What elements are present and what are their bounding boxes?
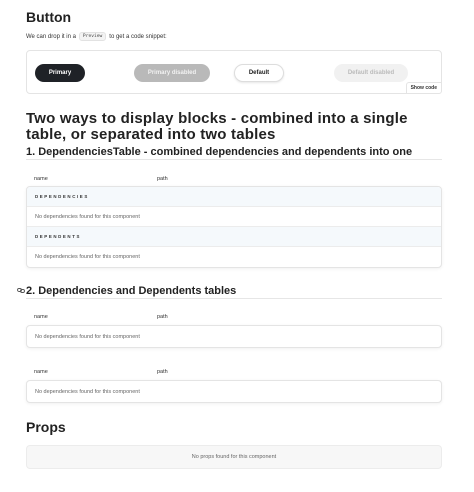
separate-tables-heading: 2. Dependencies and Dependents tables xyxy=(26,285,237,297)
preview-code-tag: Preview xyxy=(79,32,106,41)
column-name-header: name xyxy=(34,176,48,182)
link-icon[interactable] xyxy=(17,287,25,294)
intro-after: to get a code snippet: xyxy=(109,33,167,40)
props-heading: Props xyxy=(26,419,66,435)
dependents-group-row: DEPENDENTS xyxy=(27,227,441,247)
dependencies-group-row: DEPENDENCIES xyxy=(27,187,441,207)
button-heading: Button xyxy=(26,9,72,25)
default-button[interactable]: Default xyxy=(234,64,284,82)
props-empty-box: No props found for this component xyxy=(26,445,442,469)
divider xyxy=(26,159,442,160)
column-name-header: name xyxy=(34,369,48,375)
column-name-header: name xyxy=(34,314,48,320)
column-path-header: path xyxy=(157,314,168,320)
combined-dependencies-table xyxy=(26,186,442,268)
dependencies-empty-row: No dependencies found for this component xyxy=(27,207,441,227)
dependencies-empty-row: No dependencies found for this component xyxy=(35,333,140,340)
dependents-table xyxy=(26,380,442,403)
preview-box xyxy=(26,50,442,94)
dependencies-table xyxy=(26,325,442,348)
primary-button[interactable]: Primary xyxy=(35,64,85,82)
column-path-header: path xyxy=(157,176,168,182)
blocks-heading: Two ways to display blocks - combined into a single table, or separated into two tables xyxy=(26,110,408,143)
dependencies-table-heading: 1. DependenciesTable - combined dependencies and dependents into one xyxy=(26,146,413,158)
intro-before: We can drop it in a xyxy=(26,33,76,40)
column-path-header: path xyxy=(157,369,168,375)
dependents-empty-row: No dependencies found for this component xyxy=(35,254,140,260)
intro-text xyxy=(26,32,167,41)
primary-disabled-button: Primary disabled xyxy=(134,64,210,82)
dependents-empty-row: No dependencies found for this component xyxy=(35,388,140,395)
default-disabled-button: Default disabled xyxy=(334,64,408,82)
divider xyxy=(26,298,442,299)
show-code-button[interactable]: Show code xyxy=(406,82,442,94)
